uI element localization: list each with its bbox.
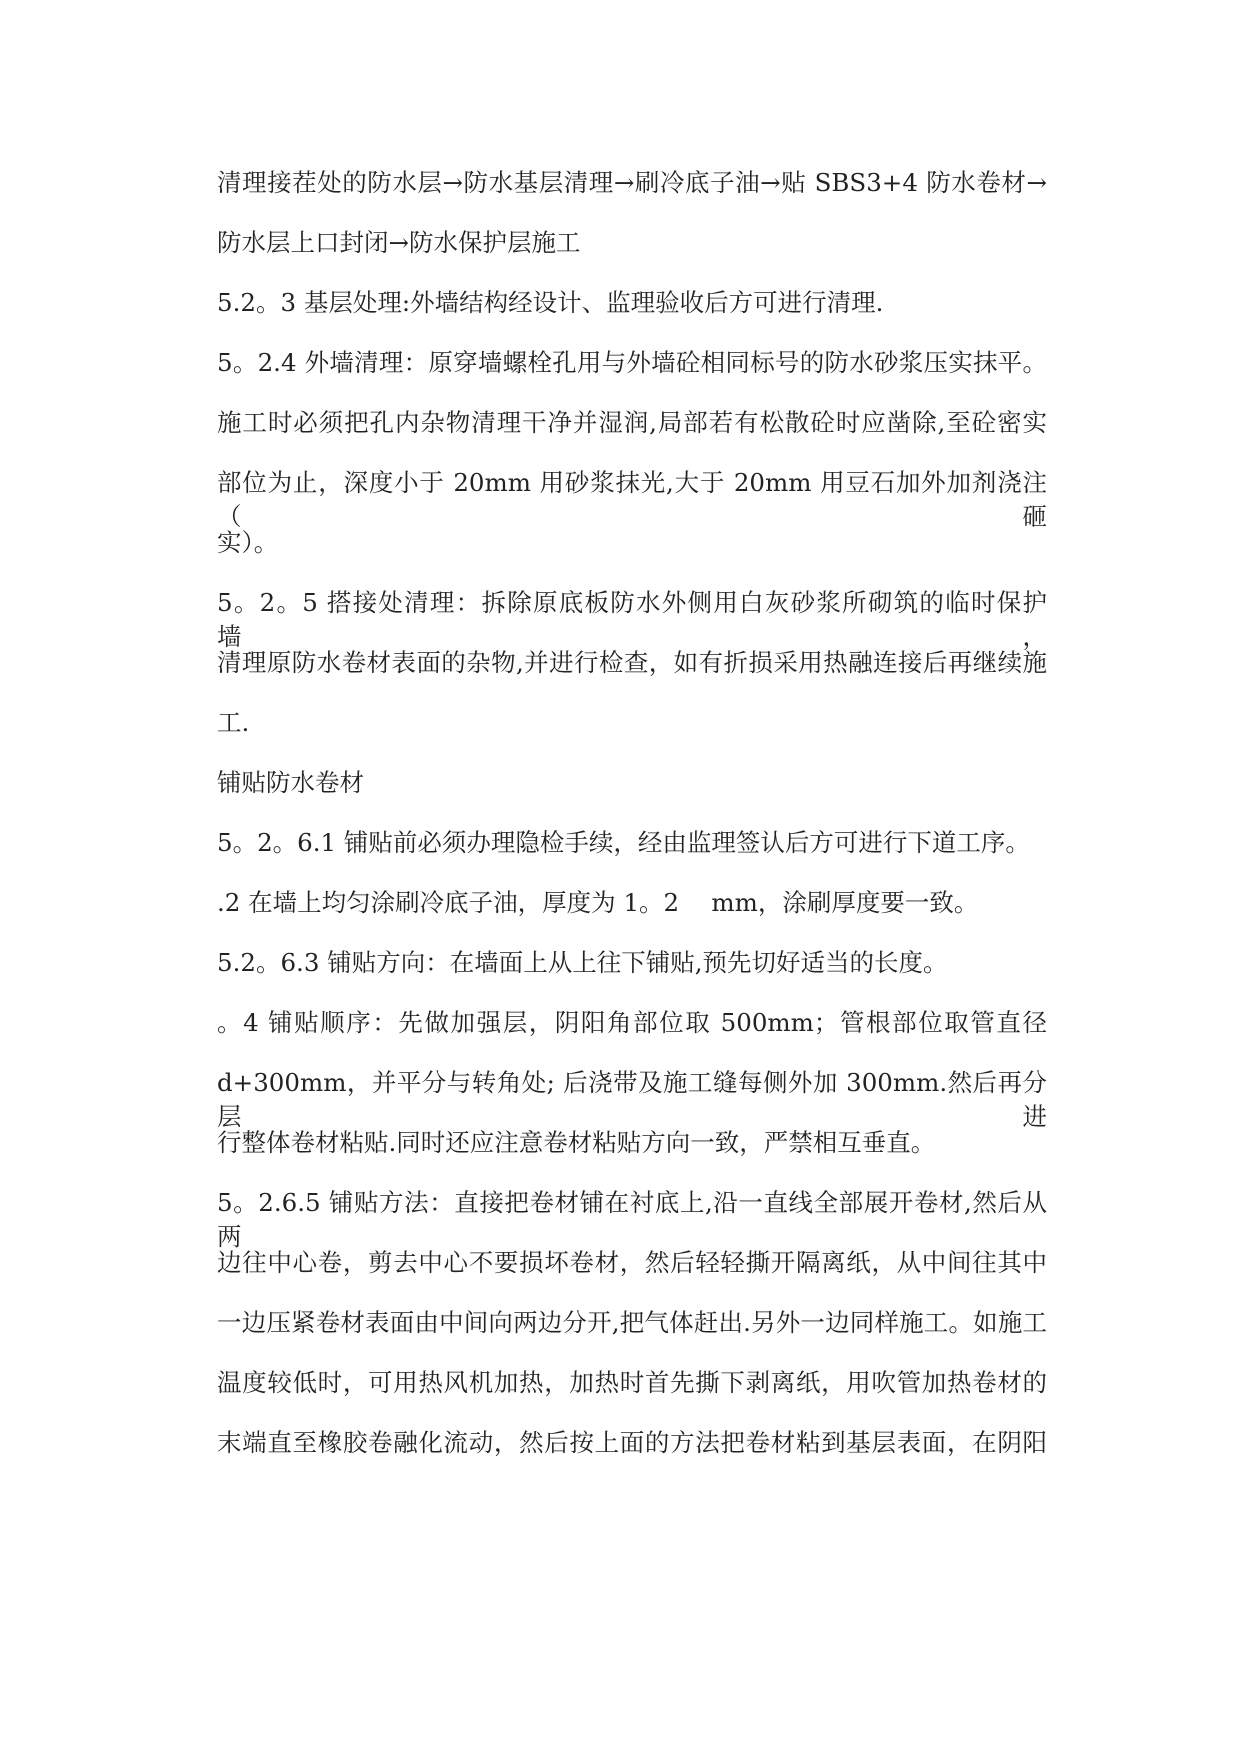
text-line: 工. [217,708,250,737]
text-line: 行整体卷材粘贴.同时还应注意卷材粘贴方向一致，严禁相互垂直。 [217,1128,936,1157]
text-line: d+300mm，并平分与转角处; 后浇带及施工缝每侧外加 300mm.然后再分层进 [217,1068,1047,1131]
text-line: 5.2。3 基层处理:外墙结构经设计、监理验收后方可进行清理. [217,288,884,317]
section-heading: 铺贴防水卷材 [217,768,364,797]
text-line: 部位为止，深度小于 20mm 用砂浆抹光,大于 20mm 用豆石加外加剂浇注（砸 [217,468,1047,531]
text-line: 末端直至橡胶卷融化流动，然后按上面的方法把卷材粘到基层表面，在阴阳 [217,1428,1047,1457]
text-line: 防水层上口封闭→防水保护层施工 [217,228,581,257]
text-line: 施工时必须把孔内杂物清理干净并湿润,局部若有松散砼时应凿除,至砼密实 [217,408,1047,437]
text-line: 5。2.6.5 铺贴方法：直接把卷材铺在衬底上,沿一直线全部展开卷材,然后从两 [217,1188,1047,1251]
text-line: .2 在墙上均匀涂刷冷底子油，厚度为 1。2 mm，涂刷厚度要一致。 [217,888,979,917]
text-line: 。4 铺贴顺序：先做加强层，阴阳角部位取 500mm；管根部位取管直径 [217,1008,1047,1037]
text-line: 清理原防水卷材表面的杂物,并进行检查，如有折损采用热融连接后再继续施 [217,648,1047,677]
text-line: 5。2.4 外墙清理：原穿墙螺栓孔用与外墙砼相同标号的防水砂浆压实抹平。 [217,348,1047,377]
text-line: 5.2。6.3 铺贴方向：在墙面上从上往下铺贴,预先切好适当的长度。 [217,948,948,977]
text-line: 实）。 [217,528,279,557]
text-line: 温度较低时，可用热风机加热，加热时首先撕下剥离纸，用吹管加热卷材的 [217,1368,1047,1397]
text-line: 清理接茬处的防水层→防水基层清理→刷冷底子油→贴 SBS3+4 防水卷材→ [217,168,1047,197]
text-line: 5。2。5 搭接处清理：拆除原底板防水外侧用白灰砂浆所砌筑的临时保护墙， [217,588,1047,651]
text-line: 5。2。6.1 铺贴前必须办理隐检手续，经由监理签认后方可进行下道工序。 [217,828,1030,857]
text-line: 一边压紧卷材表面由中间向两边分开,把气体赶出.另外一边同样施工。如施工 [217,1308,1047,1337]
text-line: 边往中心卷，剪去中心不要损坏卷材，然后轻轻撕开隔离纸，从中间往其中 [217,1248,1047,1277]
